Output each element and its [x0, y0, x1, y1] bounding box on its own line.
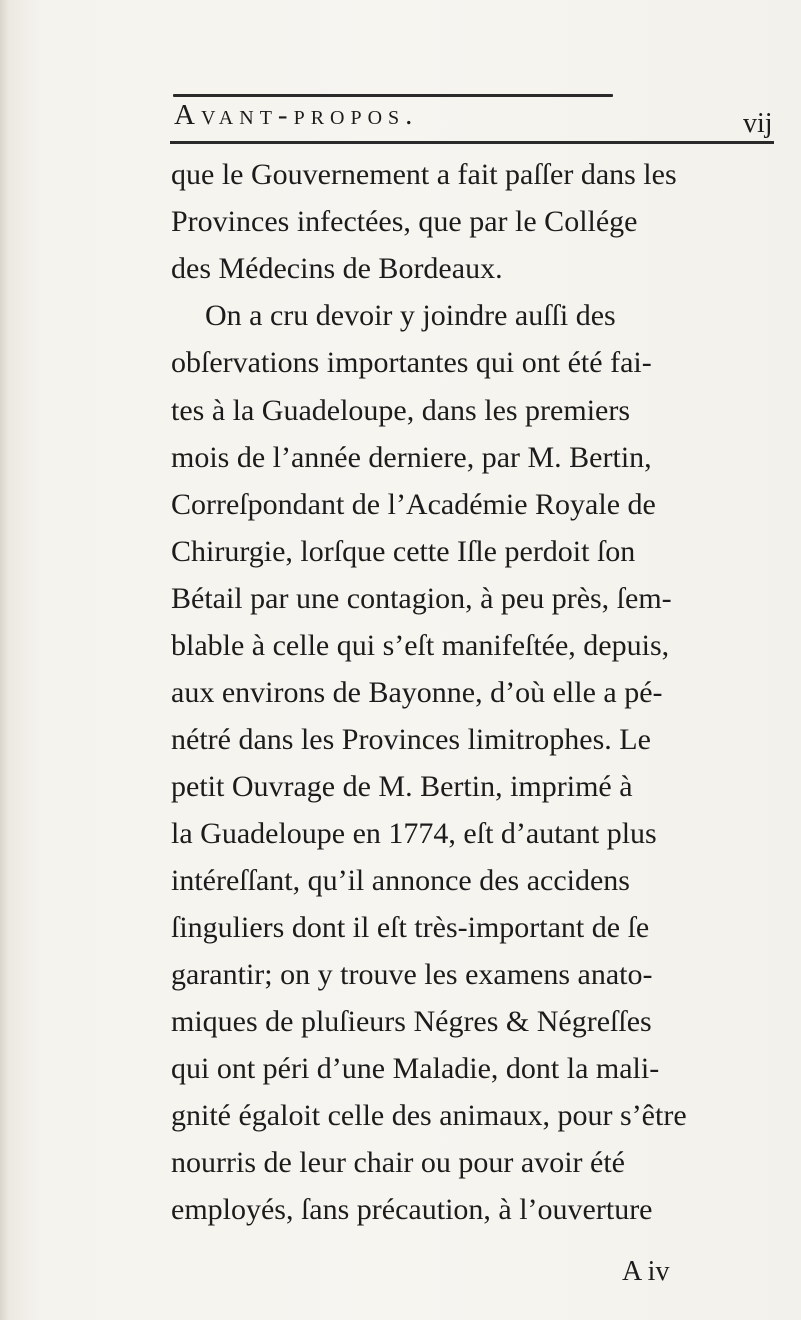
text-line: tes à la Guadeloupe, dans les premiers: [171, 394, 631, 427]
text-line: employés, ſans précaution, à l’ouverture: [171, 1193, 653, 1226]
text-line: Provinces infectées, que par le Collége: [171, 205, 638, 238]
text-line: obſervations importantes qui ont été fai-: [171, 346, 652, 379]
text-line: des Médecins de Bordeaux.: [171, 252, 503, 285]
text-line: On a cru devoir y joindre auſſi des: [205, 299, 616, 332]
header-top-rule: [173, 94, 613, 97]
text-line: mois de l’année derniere, par M. Bertin,: [171, 441, 652, 474]
text-line: qui ont péri d’une Maladie, dont la mali-: [171, 1052, 660, 1085]
page-gutter-shadow: [0, 0, 10, 1320]
header-bottom-rule: [170, 141, 774, 144]
text-line: blable à celle qui s’eſt manifeſtée, depuis,: [171, 629, 670, 662]
text-line: intéreſſant, qu’il annonce des accidens: [171, 864, 630, 897]
text-line: miques de pluſieurs Négres & Négreſſes: [171, 1005, 652, 1038]
text-line: ſinguliers dont il eſt très-important de ſe: [171, 911, 650, 944]
text-line: nourris de leur chair ou pour avoir été: [171, 1146, 625, 1179]
page-number: vij: [743, 108, 773, 139]
signature-mark: A iv: [622, 1256, 670, 1287]
running-head: Avant-propos.: [174, 99, 419, 131]
text-line: la Guadeloupe en 1774, eſt d’autant plus: [171, 817, 657, 850]
text-line: Chirurgie, lorſque cette Iſle perdoit ſon: [171, 535, 636, 568]
text-line: aux environs de Bayonne, d’où elle a pé-: [171, 676, 663, 709]
text-line: garantir; on y trouve les examens anato-: [171, 958, 653, 991]
text-line: nétré dans les Provinces limitrophes. Le: [171, 723, 651, 756]
text-line: gnité égaloit celle des animaux, pour s’être: [171, 1099, 687, 1132]
text-line: que le Gouvernement a fait paſſer dans les: [171, 158, 677, 191]
text-line: Bétail par une contagion, à peu près, ſem-: [171, 582, 672, 615]
text-line: petit Ouvrage de M. Bertin, imprimé à: [171, 770, 633, 803]
text-line: Correſpondant de l’Académie Royale de: [171, 488, 656, 521]
